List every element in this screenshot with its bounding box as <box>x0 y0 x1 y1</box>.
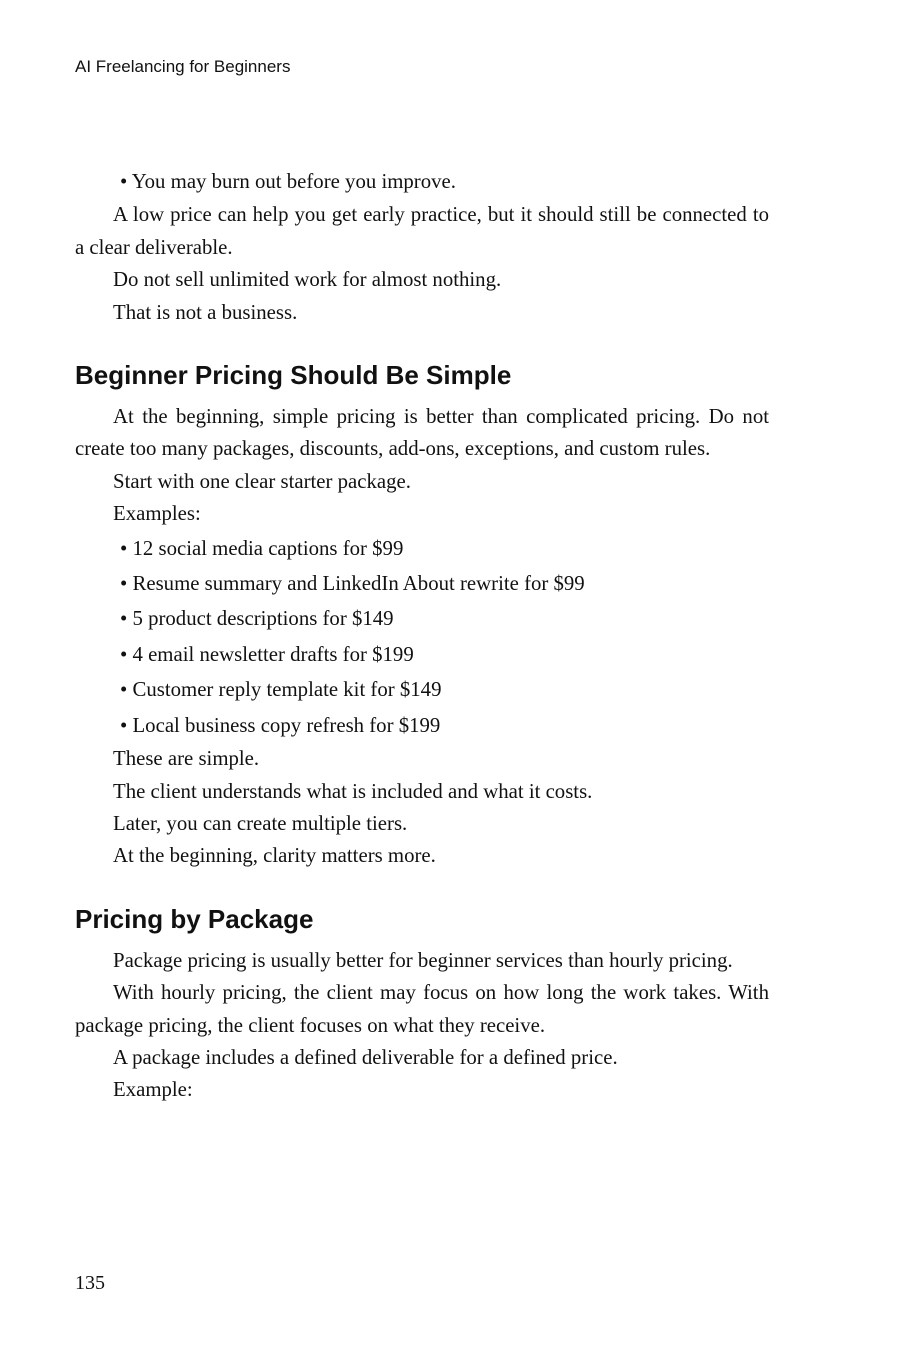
paragraph: Example: <box>113 1078 193 1102</box>
bullet-item: • 5 product descriptions for $149 <box>120 607 394 631</box>
page-body <box>75 164 769 1107</box>
bullet-item: • You may burn out before you improve. <box>120 170 456 193</box>
paragraph: These are simple. <box>113 747 260 771</box>
paragraph: The client understands what is included and what it costs. <box>113 779 593 803</box>
bullet-item: • Local business copy refresh for $199 <box>120 713 441 737</box>
paragraph: Later, you can create multiple tiers. <box>113 811 408 835</box>
running-head-title: AI Freelancing for Beginners <box>75 57 291 76</box>
section-heading: Beginner Pricing Should Be Simple <box>75 360 512 391</box>
page-number: 135 <box>75 1272 105 1294</box>
paragraph: That is not a business. <box>113 300 298 324</box>
paragraph: At the beginning, simple pricing is better than complicated pricing. Do not create too many packages, discounts, add-ons, exceptions, and custom rules. <box>75 405 769 461</box>
paragraph: Do not sell unlimited work for almost nothing. <box>113 268 502 292</box>
paragraph: A package includes a defined deliverable for a defined price. <box>113 1045 618 1069</box>
bullet-item: • Resume summary and LinkedIn About rewrite for $99 <box>120 572 585 596</box>
bullet-item: • 12 social media captions for $99 <box>120 536 404 560</box>
paragraph: Package pricing is usually better for beginner services than hourly pricing. <box>113 948 733 972</box>
paragraph: Start with one clear starter package. <box>113 469 411 493</box>
section-heading: Pricing by Package <box>75 903 314 934</box>
bullet-item: • Customer reply template kit for $149 <box>120 678 442 702</box>
paragraph: With hourly pricing, the client may focus on how long the work takes. With package pricing, the client focuses on what they receive. <box>75 981 769 1037</box>
paragraph: Examples: <box>113 502 201 526</box>
bullet-item: • 4 email newsletter drafts for $199 <box>120 642 414 666</box>
paragraph: A low price can help you get early practice, but it should still be connected to a clear deliverable. <box>75 203 769 259</box>
paragraph: At the beginning, clarity matters more. <box>113 844 436 868</box>
